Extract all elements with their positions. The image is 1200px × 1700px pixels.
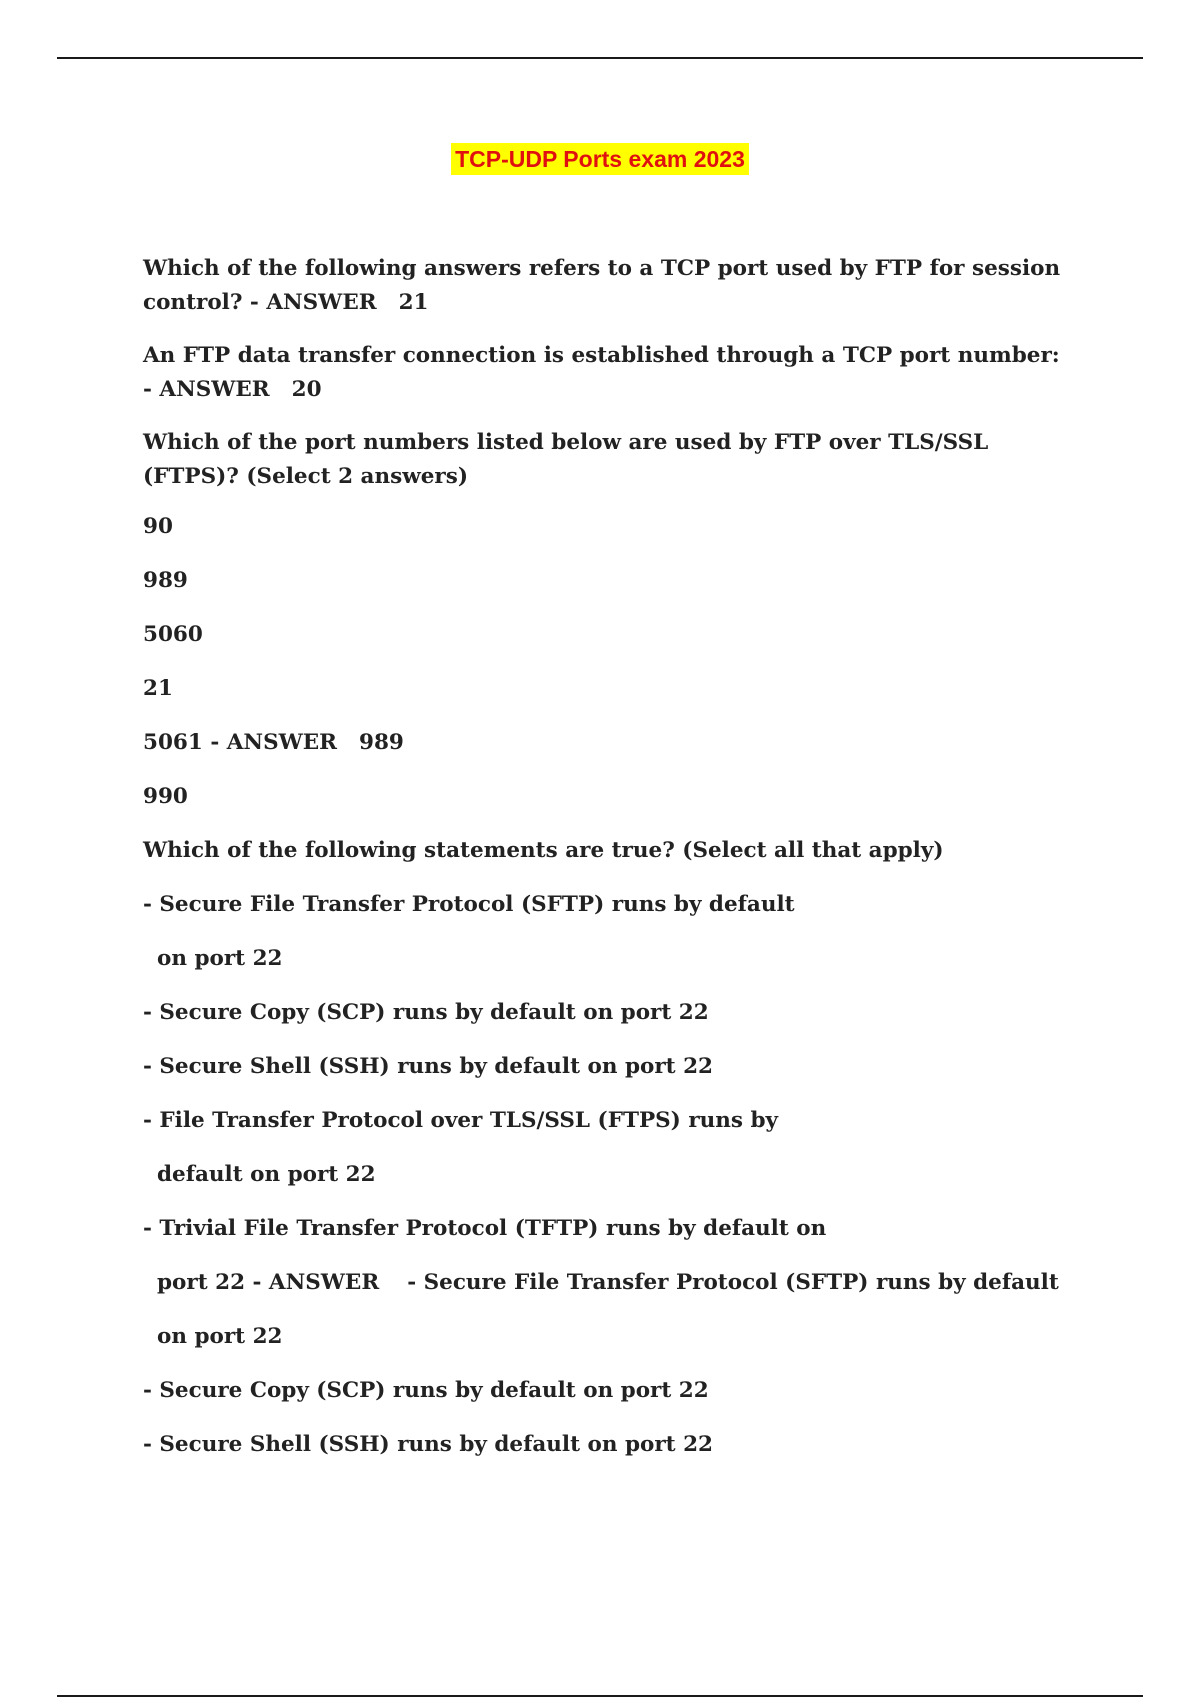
question-3: [143, 426, 1073, 494]
statement-line: - Trivial File Transfer Protocol (TFTP) runs by default on: [143, 1216, 827, 1241]
statement-text: port 22 - ANSWER: [157, 1270, 380, 1295]
answer-line: 990: [143, 784, 188, 809]
answer-line: - Secure Copy (SCP) runs by default on port 22: [143, 1378, 709, 1403]
footer-rule: [57, 1695, 1143, 1697]
answer-text: 20: [291, 377, 322, 402]
answer-text: 21: [398, 290, 429, 315]
option-line: 90: [143, 514, 173, 539]
answer-text: 989: [359, 730, 404, 755]
option-line: 21: [143, 676, 173, 701]
statement-line: - Secure Copy (SCP) runs by default on port 22: [143, 1000, 709, 1025]
question-text: Which of the port numbers listed below are used by FTP over TLS/SSL (FTPS)? (Select 2 answers): [143, 430, 989, 489]
statement-line: - Secure File Transfer Protocol (SFTP) runs by default: [143, 892, 795, 917]
question-4: Which of the following statements are true? (Select all that apply): [143, 838, 944, 863]
statement-line: - File Transfer Protocol over TLS/SSL (FTPS) runs by: [143, 1108, 779, 1133]
option-text: 5061 - ANSWER: [143, 730, 337, 755]
question-1: [143, 252, 1073, 320]
statement-with-answer: [143, 1266, 1073, 1300]
question-text: Which of the following answers refers to a TCP port used by FTP for session control? - ANSWER: [143, 256, 1061, 315]
option-line: 989: [143, 568, 188, 593]
statement-line: default on port 22: [157, 1162, 376, 1187]
answer-text: - Secure File Transfer Protocol (SFTP) runs by default: [407, 1270, 1059, 1295]
question-text: An FTP data transfer connection is established through a TCP port number: - ANSWER: [143, 343, 1060, 402]
statement-line: - Secure Shell (SSH) runs by default on port 22: [143, 1054, 714, 1079]
header-rule: [57, 57, 1143, 59]
statement-line: on port 22: [157, 946, 283, 971]
answer-line: - Secure Shell (SSH) runs by default on port 22: [143, 1432, 714, 1457]
title-container: [0, 143, 1200, 175]
document-body: [143, 252, 1073, 1482]
option-line: 5060: [143, 622, 203, 647]
document-title: TCP-UDP Ports exam 2023: [451, 143, 749, 175]
option-with-answer: [143, 726, 1073, 760]
answer-line: on port 22: [157, 1324, 283, 1349]
question-2: [143, 339, 1073, 407]
